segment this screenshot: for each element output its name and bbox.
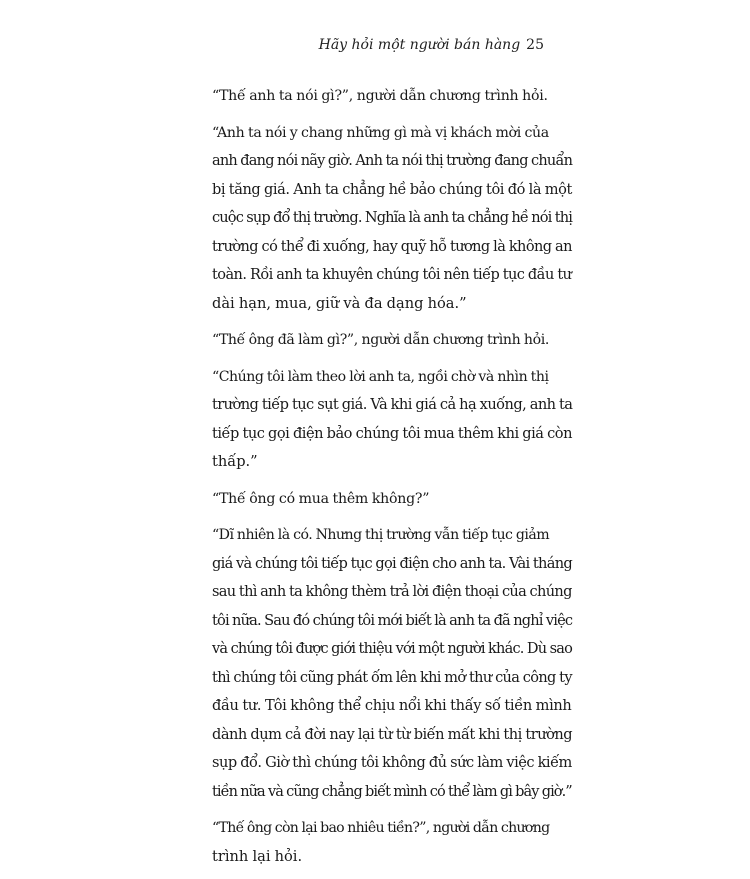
text-line: tôi nữa. Sau đó chúng tôi mới biết là anh ta đã nghỉ việc (212, 611, 573, 629)
paragraph (200, 521, 572, 806)
paragraph (200, 485, 572, 514)
text-line: thấp.” (212, 453, 258, 470)
text-line: “Anh ta nói y chang những gì mà vị khách mời của (212, 124, 549, 141)
text-line: đầu tư. Tôi không thể chịu nổi khi thấy số tiền mình (212, 697, 572, 714)
text-line: trường tiếp tục sụt giá. Và khi giá cả hạ xuống, anh ta (212, 396, 573, 413)
text-line: trình lại hỏi. (212, 847, 303, 865)
text-line: tiếp tục gọi điện bảo chúng tôi mua thêm khi giá còn (212, 424, 572, 442)
text-line: “Dĩ nhiên là có. Nhưng thị trường vẫn tiếp tục giảm (212, 527, 550, 543)
text-line: “Thế anh ta nói gì?”, người dẫn chương trình hỏi. (212, 88, 548, 104)
text-line: giá và chúng tôi tiếp tục gọi điện cho anh ta. Vài tháng (212, 554, 573, 572)
paragraph (200, 814, 572, 871)
text-line: anh đang nói nãy giờ. Anh ta nói thị trường đang chuẩn (212, 153, 573, 169)
text-line: dành dụm cả đời nay lại từ từ biến mất khi thị trường (212, 725, 573, 743)
text-line: dài hạn, mua, giữ và đa dạng hóa.” (212, 294, 467, 312)
text-line: “Thế ông đã làm gì?”, người dẫn chương trình hỏi. (212, 332, 550, 348)
text-line: sụp đổ. Giờ thì chúng tôi không đủ sức làm việc kiếm (212, 754, 572, 771)
text-line: sau thì anh ta không thèm trả lời điện thoại của chúng (212, 583, 572, 600)
text-line: bị tăng giá. Anh ta chẳng hề bảo chúng tôi đó là một (212, 180, 572, 198)
text-line: “Thế ông có mua thêm không?” (212, 490, 430, 507)
text-line: trường có thể đi xuống, hay quỹ hỗ tương là không an (212, 238, 572, 255)
paragraph (200, 326, 572, 355)
text-line: “Thế ông còn lại bao nhiêu tiền?”, người dẫn chương (212, 820, 550, 836)
paragraph (200, 82, 572, 111)
text-line: cuộc sụp đổ thị trường. Nghĩa là anh ta chẳng hề nói thị (212, 209, 573, 226)
running-title: Hãy hỏi một người bán hàng (318, 37, 521, 53)
paragraph (200, 119, 572, 319)
paragraph (200, 363, 572, 477)
running-header (319, 36, 544, 54)
text-line: toàn. Rồi anh ta khuyên chúng tôi nên tiếp tục đầu tư (212, 267, 572, 283)
page-number: 25 (526, 37, 544, 53)
text-line: thì chúng tôi cũng phát ốm lên khi mở thư của công ty (212, 669, 572, 686)
text-line: “Chúng tôi làm theo lời anh ta, ngồi chờ và nhìn thị (212, 368, 549, 385)
text-line: và chúng tôi được giới thiệu với một người khác. Dù sao (212, 641, 573, 657)
text-line: tiền nữa và cũng chẳng biết mình có thể làm gì bây giờ.” (212, 783, 572, 800)
body-text (200, 82, 572, 879)
